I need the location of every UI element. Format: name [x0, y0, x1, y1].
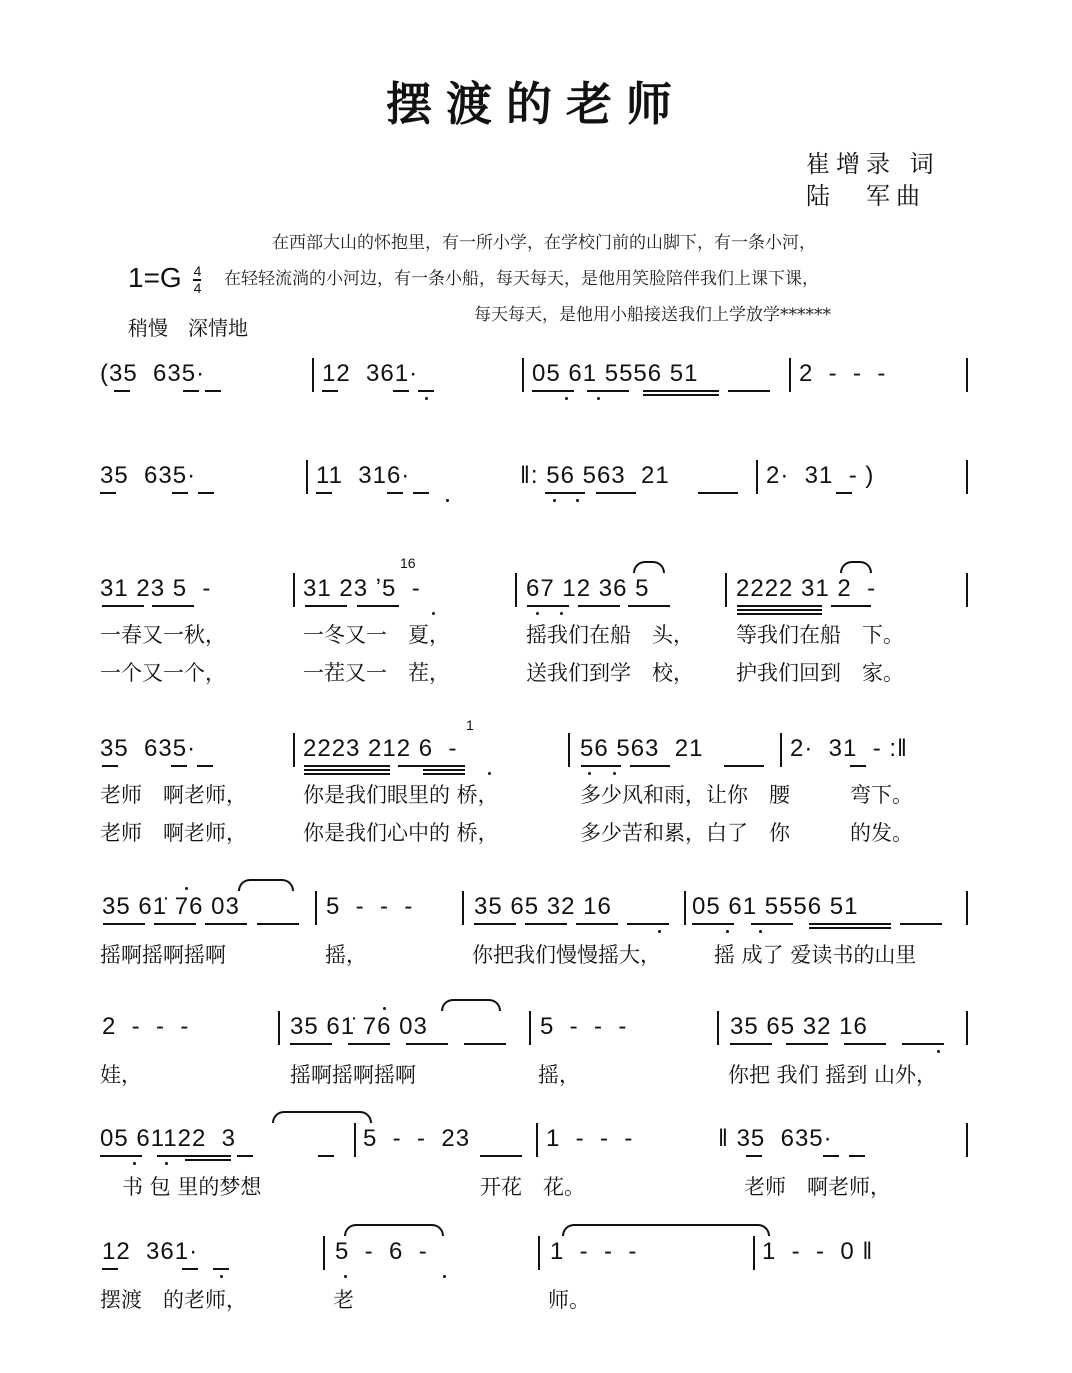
measure: 2· 31 - )	[766, 462, 875, 489]
measure: 05 61 5556 51	[532, 360, 699, 387]
measure: ‖ 35 635·	[718, 1125, 833, 1152]
lyric: 送我们到学 校，	[526, 661, 694, 685]
lyric: 你是我们心中的 桥，	[303, 821, 499, 845]
key-signature	[128, 262, 201, 296]
measure: 67 12 36 5	[526, 575, 650, 602]
lyric: 摇我们在船 头，	[526, 623, 694, 647]
barline	[756, 460, 758, 494]
barline	[529, 1011, 531, 1045]
barline	[966, 460, 968, 494]
lyric: 摇，	[325, 943, 367, 967]
key-label: 1=G	[128, 262, 182, 293]
barline	[293, 733, 295, 767]
song-title: 摆渡的老师	[386, 77, 686, 131]
lyric: 一春又一秋，	[100, 623, 226, 647]
lyric: 摇啊摇啊摇啊	[290, 1063, 416, 1087]
lyric: 老师 啊老师，	[100, 783, 247, 807]
lyric: 老师 啊老师，	[744, 1175, 891, 1199]
lyric: 书 包 里的梦想	[122, 1175, 262, 1199]
barline	[538, 1236, 540, 1270]
barline	[293, 573, 295, 607]
lyric: 多少风和雨，让你 腰	[580, 783, 790, 807]
measure: 5 - - -	[540, 1013, 628, 1040]
barline	[315, 891, 317, 925]
lyricist-credit: 崔增录 词	[806, 150, 940, 178]
barline	[312, 358, 314, 392]
composer-credit: 陆 军曲	[806, 182, 926, 210]
measure: 2 - - -	[799, 360, 887, 387]
barline	[966, 891, 968, 925]
intro-line-1: 在西部大山的怀抱里，有一所小学，在学校门前的山脚下，有一条小河，	[272, 233, 816, 253]
lyric: 你把 我们 摇到 山外，	[728, 1063, 938, 1087]
barline	[780, 733, 782, 767]
lyric: 一茬又一 茬，	[303, 661, 450, 685]
time-top: 4	[193, 262, 202, 279]
measure: 31 23 5 -	[100, 575, 212, 602]
measure: 35 635·	[100, 735, 197, 762]
measure: 12 361·	[102, 1238, 199, 1265]
barline	[966, 358, 968, 392]
tempo-marking: 稍慢 深情地	[128, 316, 248, 340]
barline	[522, 358, 524, 392]
measure: 35 65 32 16	[474, 893, 612, 920]
lyric: 弯下。	[850, 783, 913, 807]
lyric: 护我们回到 家。	[736, 661, 904, 685]
barline	[354, 1123, 356, 1157]
measure: 5 - - -	[326, 893, 414, 920]
measure: 05 61 5556 51	[692, 893, 859, 920]
barline	[515, 573, 517, 607]
lyric: 老师 啊老师，	[100, 821, 247, 845]
measure: 1 - - -	[550, 1238, 638, 1265]
measure: 35 65 32 16	[730, 1013, 868, 1040]
measure: 1 - - 0 ‖	[762, 1238, 874, 1265]
barline	[966, 1011, 968, 1045]
time-bottom: 4	[193, 279, 202, 296]
measure: 2 - - -	[102, 1013, 190, 1040]
measure: 5 - 6 -	[335, 1238, 428, 1265]
barline	[536, 1123, 538, 1157]
time-signature	[193, 264, 201, 296]
lyric: 开花 花。	[480, 1175, 585, 1199]
intro-line-3: 每天每天，是他用小船接送我们上学放学******	[474, 305, 831, 325]
barline	[966, 573, 968, 607]
measure: 12 361·	[322, 360, 419, 387]
lyric: 的发。	[850, 821, 913, 845]
barline	[717, 1011, 719, 1045]
measure: ‖: 56 563 21	[520, 462, 670, 489]
measure: 2· 31 - :‖	[790, 735, 908, 762]
grace-note: 1	[466, 717, 474, 733]
measure: 31 23 ʼ5 -	[303, 575, 421, 602]
lyric: 等我们在船 下。	[736, 623, 904, 647]
lyric: 摆渡 的老师，	[100, 1288, 247, 1312]
measure: 5 - - 23	[363, 1125, 471, 1152]
grace-note: 16	[400, 555, 416, 571]
lyric: 摇，	[538, 1063, 580, 1087]
measure: (35 635·	[100, 360, 206, 387]
lyric: 一个又一个，	[100, 661, 226, 685]
measure: 35 61̇ 76 03	[290, 1013, 428, 1040]
measure: 2222 31 2 -	[736, 575, 877, 602]
barline	[278, 1011, 280, 1045]
lyric: 师。	[548, 1288, 590, 1312]
barline	[323, 1236, 325, 1270]
measure: 11 316·	[316, 462, 411, 489]
lyric: 摇啊摇啊摇啊	[100, 943, 226, 967]
lyric: 你把我们慢慢摇大，	[472, 943, 661, 967]
barline	[306, 460, 308, 494]
barline	[462, 891, 464, 925]
lyric: 你是我们眼里的 桥，	[303, 783, 499, 807]
lyric: 一冬又一 夏，	[303, 623, 450, 647]
measure: 35 61̇ 76 03	[102, 893, 240, 920]
barline	[966, 1123, 968, 1157]
barline	[789, 358, 791, 392]
lyric: 老	[333, 1288, 354, 1312]
lyric: 娃，	[100, 1063, 142, 1087]
measure: 05 61122 3	[100, 1125, 237, 1152]
measure: 1 - - -	[546, 1125, 634, 1152]
lyric: 多少苦和累，白了 你	[580, 821, 790, 845]
measure: 2223 212 6 -	[303, 735, 458, 762]
lyric: 摇 成了 爱读书的山里	[714, 943, 917, 967]
measure: 35 635·	[100, 462, 197, 489]
measure: 56 563 21	[580, 735, 704, 762]
barline	[568, 733, 570, 767]
barline	[684, 891, 686, 925]
barline	[753, 1236, 755, 1270]
barline	[725, 573, 727, 607]
intro-line-2: 在轻轻流淌的小河边，有一条小船，每天每天，是他用笑脸陪伴我们上课下课，	[224, 269, 819, 289]
